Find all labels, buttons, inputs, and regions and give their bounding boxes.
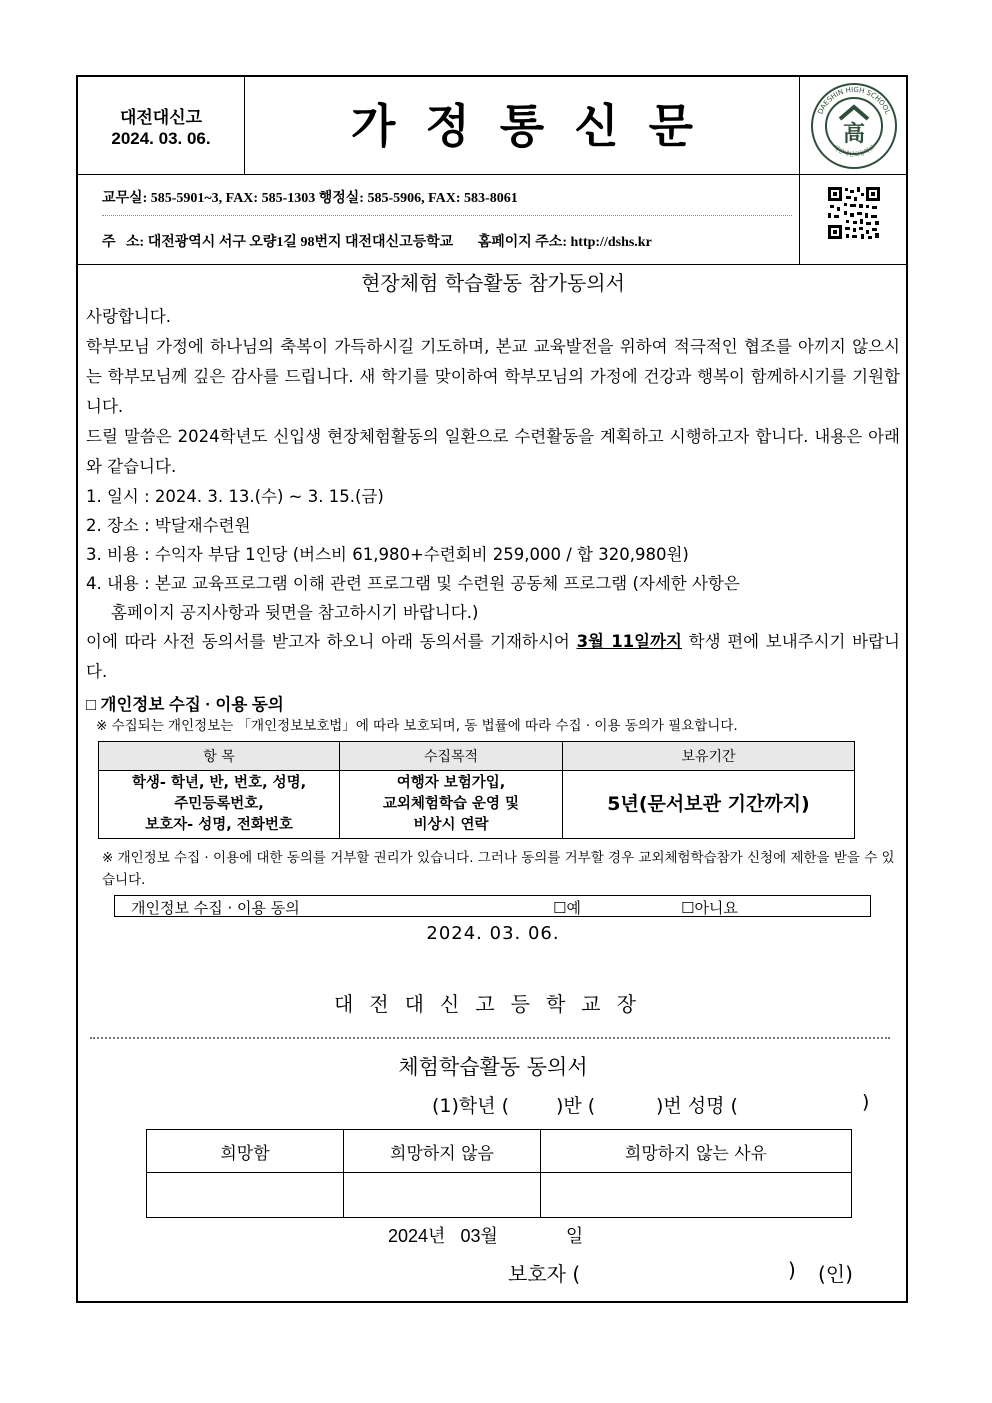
col-item: 항 목 — [99, 742, 340, 771]
privacy-note-2: ※ 개인정보 수집 · 이용에 대한 동의를 거부할 권리가 있습니다. 그러나 동의를 거부할 경우 교외체험학습참가 신청에 제한을 받을 수 있습니다. — [102, 850, 895, 888]
privacy-note-1: ※ 수집되는 개인정보는 「개인정보보호법」에 따라 보호되며, 동 법률에 따라 수집 · 이용 동의가 필요합니다. — [96, 718, 738, 734]
svg-text:DAESHIN HIGH SCHOOL — [816, 86, 891, 116]
contact-phone-fax: 교무실: 585-5901~3, FAX: 585-1303 행정실: 585-5906, FAX: 583-8061 — [102, 191, 518, 206]
item-date: 1. 일시 : 2024. 3. 13.(수) ~ 3. 15.(금) — [86, 487, 384, 506]
cell-items: 학생- 학년, 반, 번호, 성명, 주민등록번호, 보호자- 성명, 전화번호 — [99, 771, 340, 839]
item-cost: 3. 비용 : 수익자 부담 1인당 (버스비 61,980+수련회비 259,000 / 합 320,980원) — [86, 545, 689, 564]
school-name: 대전대신고 — [119, 108, 203, 127]
principal-signature: 대전대신고등학교장 — [334, 992, 652, 1016]
page-title: 가정통신문 — [245, 77, 800, 175]
paragraph-2: 드릴 말씀은 2024학년도 신입생 현장체험활동의 일환으로 수련활동을 계획하고 시행하고자 합니다. 내용은 아래와 같습니다. — [86, 427, 900, 476]
cut-line — [90, 1037, 890, 1039]
agree-no-checkbox[interactable]: ☐아니요 — [681, 899, 738, 917]
student-info-line: (1)학년 ( )반 ( )번 성명 ( ) — [432, 1091, 870, 1117]
privacy-agree-row — [114, 895, 871, 917]
cell-purpose: 여행자 보험가입, 교외체험학습 운영 및 비상시 연락 — [340, 771, 563, 839]
logo-bottom-text: 대전대신고등학교 — [831, 143, 877, 159]
paragraph-3: 이에 따라 사전 동의서를 받고자 하오니 아래 동의서를 기재하시어 3월 11일까지 학생 편에 보내주시기 바랍니다. — [86, 632, 900, 681]
privacy-table — [98, 741, 855, 839]
logo-char: 高 — [842, 122, 866, 147]
header-school-box — [78, 77, 245, 175]
item-content-cont: 홈페이지 공지사항과 뒷면을 참고하시기 바랍니다.) — [111, 603, 479, 622]
col-hope: 희망함 — [147, 1130, 344, 1173]
cell-period: 5년(문서보관 기간까지) — [563, 771, 855, 839]
issue-date: 2024. 03. 06. — [111, 129, 211, 148]
item-content: 4. 내용 : 본교 교육프로그램 이해 관련 프로그램 및 수련원 공동체 프로그램 (자세한 사항은 — [86, 574, 740, 593]
notice-date: 2024. 03. 06. — [426, 923, 560, 944]
col-period: 보유기간 — [563, 742, 855, 771]
col-reason: 희망하지 않는 사유 — [541, 1130, 852, 1173]
qr-code[interactable] — [800, 175, 908, 265]
contact-box — [78, 175, 800, 265]
guardian-line: 보호자 ( ) (인) — [508, 1258, 853, 1286]
document-body — [86, 265, 900, 1286]
logo-text: DAESHIN HIGH SCHOOL — [816, 85, 892, 116]
item-place: 2. 장소 : 박달재수련원 — [86, 516, 251, 535]
document-frame — [76, 75, 908, 1303]
deadline: 3월 11일까지 — [576, 632, 682, 651]
agree-label: 개인정보 수집 · 이용 동의 — [131, 899, 300, 917]
greeting: 사랑합니다. — [86, 307, 171, 326]
document-title: 현장체험 학습활동 참가동의서 — [361, 271, 625, 295]
hope-table — [146, 1129, 852, 1218]
col-purpose: 수집목적 — [340, 742, 563, 771]
agree-yes-checkbox[interactable]: ☐예 — [553, 899, 581, 917]
paragraph-1: 학부모님 가정에 하나님의 축복이 가득하시길 기도하며, 본교 교육발전을 위하여 적극적인 협조를 아끼지 않으시는 학부모님께 깊은 감사를 드립니다. 새 학기를 맞이하여 학부모님의 가정에 건강과 행복이 함께하시기를 기원합니다. — [86, 337, 900, 416]
col-not-hope: 희망하지 않음 — [344, 1130, 541, 1173]
reason-cell[interactable] — [541, 1173, 852, 1218]
form-date: 2024년 03월 일 — [388, 1226, 584, 1246]
hope-cell[interactable] — [147, 1173, 344, 1218]
privacy-heading: □ 개인정보 수집 · 이용 동의 — [86, 696, 284, 714]
not-hope-cell[interactable] — [344, 1173, 541, 1218]
contact-address: 주 소: 대전광역시 서구 오량1길 98번지 대전대신고등학교 홈페이지 주소: http://dshs.kr — [102, 235, 652, 250]
form-title: 체험학습활동 동의서 — [398, 1055, 588, 1079]
school-logo — [800, 77, 908, 175]
